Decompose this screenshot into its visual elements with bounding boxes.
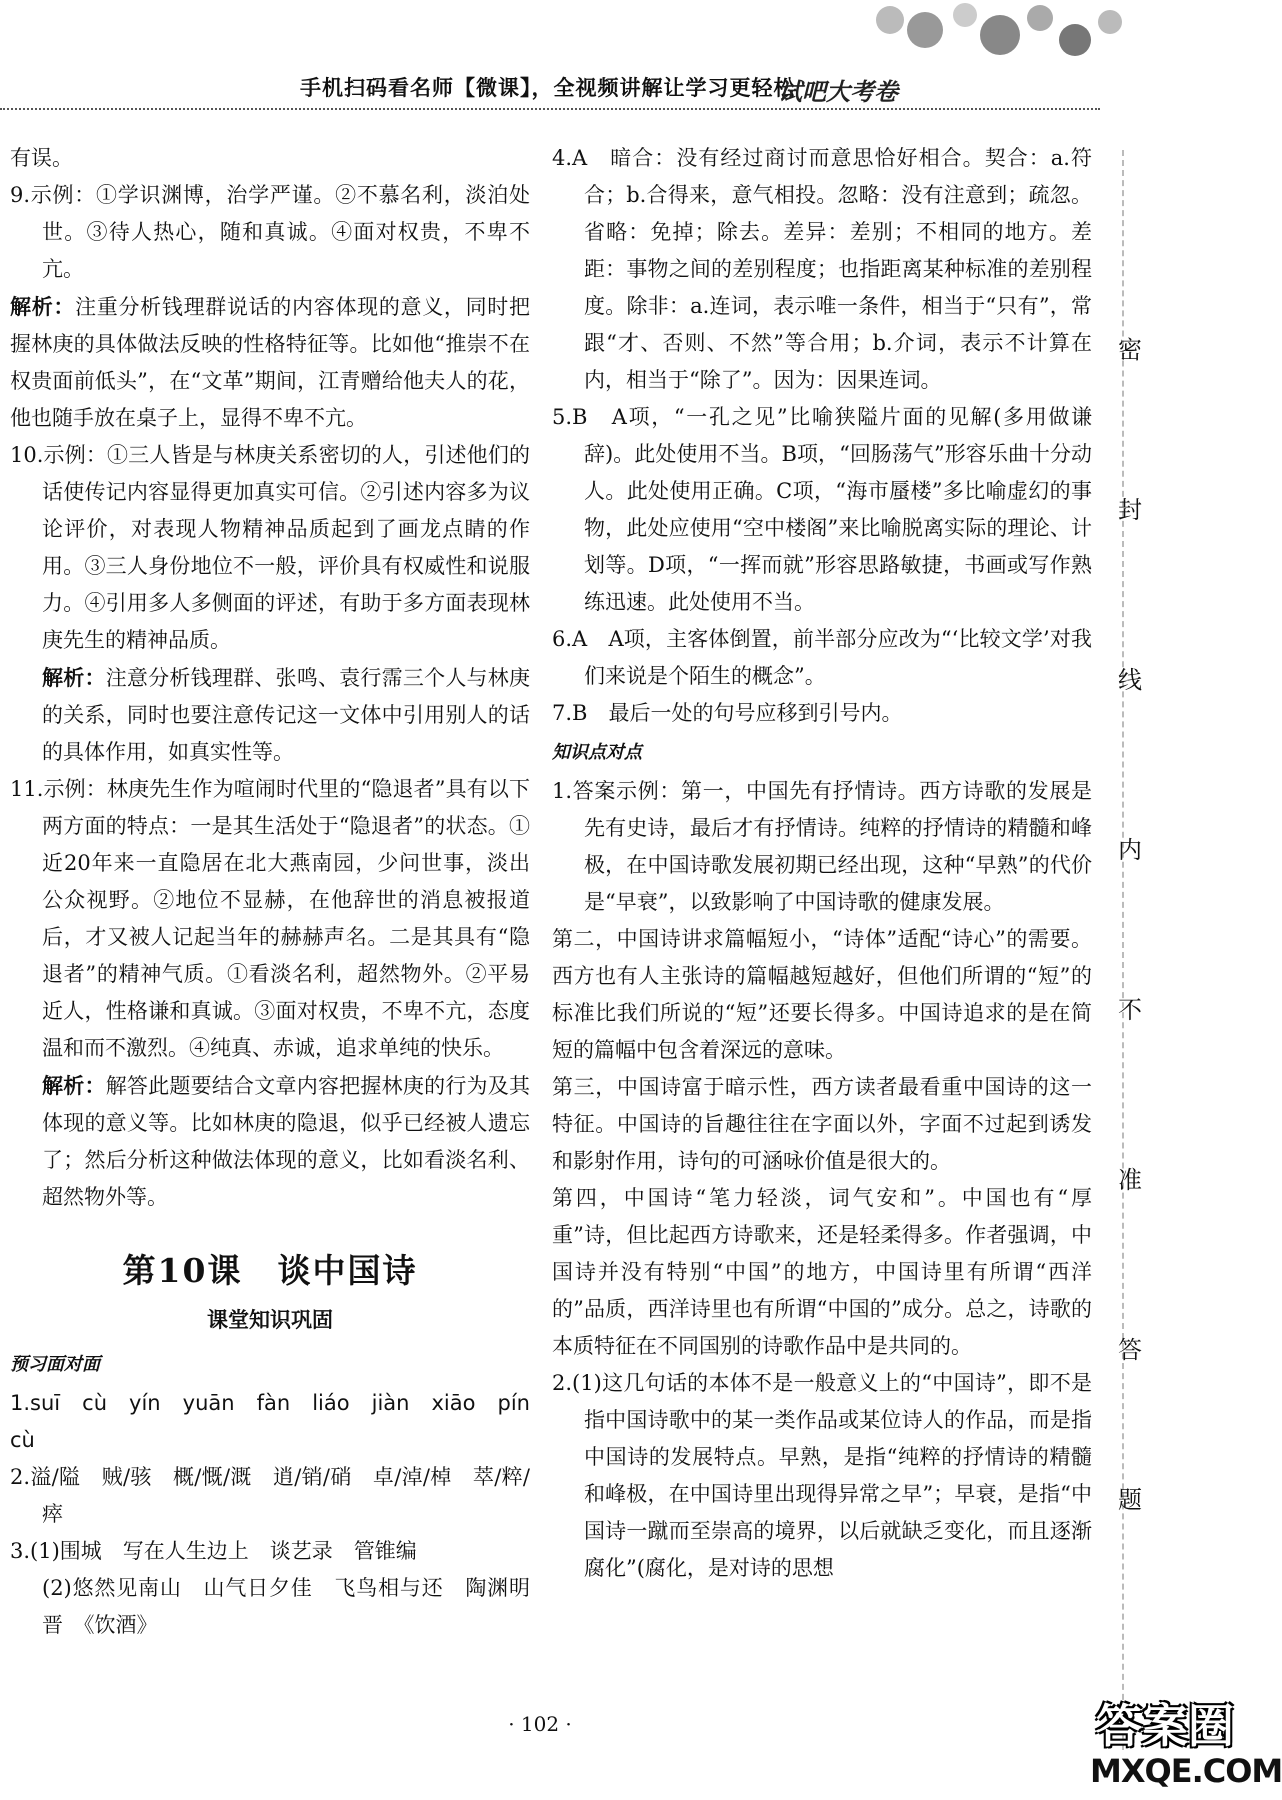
brand-name: 试吧大考卷 <box>778 78 898 106</box>
analysis-11 <box>10 1067 530 1216</box>
seal-char: 不 <box>1118 996 1142 1024</box>
watermark-bottom: MXQE.COM <box>1090 1752 1282 1790</box>
section-label: 预习面对面 <box>10 1354 100 1375</box>
header-banner: 手机扫码看名师【微课】，全视频讲解让学习更轻松 <box>300 76 796 100</box>
left-column <box>10 140 551 1644</box>
knowledge-1: 1.答案示例：第一，中国先有抒情诗。西方诗歌的发展是先有史诗，最后才有抒情诗。纯粹的抒情诗的精髓和峰极，在中国诗歌发展初期已经出现，这种“早熟”的代价是“早衰”，以致影响了中国诗歌的健康发展。 <box>552 779 1092 914</box>
analysis-text: 注意分析钱理群、张鸣、袁行霈三个人与林庚的关系，同时也要注意传记这一文体中引用别人的话的具体作用，如真实性等。 <box>42 666 531 764</box>
knowledge-2: 2.(1)这几句话的本体不是一般意义上的“中国诗”，即不是指中国诗歌中的某一类作品或某位诗人的作品，而是指中国诗的发展特点。早熟，是指“纯粹的抒情诗的精髓和峰极，在中国诗里出现得异常之早”；早衰，是指“中国诗一蹴而至崇高的境界，以后就缺乏变化，而且逐渐腐化”(腐化，是对诗的思想 <box>552 1371 1092 1580</box>
section-label: 知识点对点 <box>552 742 642 763</box>
analysis-label: 解析： <box>42 1073 106 1098</box>
answer-10: 10.示例：①三人皆是与林庚关系密切的人，引述他们的话使传记内容显得更加真实可信。②引述内容多为议论评价，对表现人物精神品质起到了画龙点睛的作用。③三人身份地位不一般，评价具有权威性和说服力。④引用多人多侧面的评述，有助于多方面表现林庚先生的精神品质。 <box>10 443 530 652</box>
text-line: 有误。 <box>10 146 73 170</box>
answer-11: 11.示例：林庚先生作为喧闹时代里的“隐退者”具有以下两方面的特点：一是其生活处于“隐退者”的状态。①近20年来一直隐居在北大燕南园，少问世事，淡出公众视野。②地位不显赫，在他辞世的消息被报道后，才又被人记起当年的赫赫声名。二是其具有“隐退者”的精神气质。①看淡名利，超然物外。②平易近人，性格谦和真诚。③面对权贵，不卑不亢，态度温和而不激烈。④纯真、赤诚，追求单纯的快乐。 <box>10 777 530 1060</box>
lesson-title: 第10课 谈中国诗 <box>122 1251 418 1290</box>
answer-3-2: (2)悠然见南山 山气日夕佳 飞鸟相与还 陶渊明 晋 《饮酒》 <box>42 1576 551 1637</box>
analysis-label: 解析： <box>42 665 106 690</box>
watermark-logo <box>1090 1690 1282 1800</box>
answer-3-1: 3.(1)围城 写在人生边上 谈艺录 管锥编 <box>10 1539 417 1563</box>
seal-char: 内 <box>1118 836 1142 864</box>
analysis-label: 解析： <box>10 294 76 319</box>
seal-char: 封 <box>1118 496 1142 524</box>
seal-char: 准 <box>1118 1166 1142 1194</box>
seal-line-labels <box>1110 330 1150 1514</box>
answer-4: 4.A 暗合：没有经过商讨而意思恰好相合。契合：a.符合；b.合得来，意气相投。忽略：没有注意到；疏忽。省略：免掉；除去。差异：差别；不相同的地方。差距：事物之间的差别程度；也指距离某种标准的差别程度。除非：a.连词，表示唯一条件，相当于“只有”，常跟“才、否则、不然”等合用；b.介词，表示不计算在内，相当于“除了”。因为：因果连词。 <box>552 146 1092 392</box>
answer-6: 6.A A项，主客体倒置，前半部分应改为“‘比较文学’对我们来说是个陌生的概念”。 <box>552 627 1092 688</box>
analysis-text: 解答此题要结合文章内容把握林庚的行为及其体现的意义等。比如林庚的隐退，似乎已经被人遗忘了；然后分析这种做法体现的意义，比如看淡名利、超然物外等。 <box>42 1074 531 1209</box>
right-column <box>552 140 1092 1587</box>
decorative-dots-icon <box>870 0 1130 70</box>
brand-logo <box>778 66 1078 106</box>
knowledge-paragraph: 第二，中国诗讲求篇幅短小，“诗体”适配“诗心”的需要。西方也有人主张诗的篇幅越短越好，但他们所谓的“短”的标准比我们所说的“短”还要长得多。中国诗追求的是在简短的篇幅中包含着深远的意味。 <box>552 927 1092 1062</box>
analysis-text: 注重分析钱理群说话的内容体现的意义，同时把握林庚的具体做法反映的性格特征等。比如他“推崇不在权贵面前低头”，在“文革”期间，江青赠给他夫人的花，他也随手放在桌子上，显得不卑不亢。 <box>10 295 531 430</box>
knowledge-paragraph: 第三，中国诗富于暗示性，西方读者最看重中国诗的这一特征。中国诗的旨趣往往在字面以外，字面不过起到诱发和影射作用，诗句的可涵咏价值是很大的。 <box>552 1075 1092 1173</box>
section-subtitle: 课堂知识巩固 <box>207 1307 333 1332</box>
answer-9: 9.示例：①学识渊博，治学严谨。②不慕名利，淡泊处世。③待人热心，随和真诚。④面对权贵，不卑不亢。 <box>10 183 530 281</box>
analysis-10 <box>10 659 530 771</box>
answer-7: 7.B 最后一处的句号应移到引号内。 <box>552 701 903 725</box>
seal-char: 题 <box>1118 1486 1142 1514</box>
page-header <box>0 0 1259 120</box>
analysis-9 <box>10 288 530 437</box>
pinyin-answers: 1.suī cù yín yuān fàn liáo jiàn xiāo pín cù <box>10 1391 551 1452</box>
seal-char: 密 <box>1118 336 1142 364</box>
answer-5: 5.B A项，“一孔之见”比喻狭隘片面的见解(多用做谦辞)。此处使用不当。B项，“回肠荡气”形容乐曲十分动人。此处使用正确。C项，“海市蜃楼”多比喻虚幻的事物，此处应使用“空中楼阁”来比喻脱离实际的理论、计划等。D项，“一挥而就”形容思路敏捷，书画或写作熟练迅速。此处使用不当。 <box>552 405 1092 614</box>
page-number: · 102 · <box>508 1712 572 1736</box>
seal-char: 答 <box>1118 1336 1142 1364</box>
knowledge-paragraph: 第四，中国诗“笔力轻淡，词气安和”。中国也有“厚重”诗，但比起西方诗歌来，还是轻柔得多。作者强调，中国诗并没有特别“中国”的地方，中国诗里有所谓“西洋的”品质，西洋诗里也有所谓“中国的”成分。总之，诗歌的本质特征在不同国别的诗歌作品中是共同的。 <box>552 1186 1092 1358</box>
header-divider <box>0 108 1100 110</box>
watermark-top: 答案圈 <box>1096 1699 1234 1753</box>
seal-char: 线 <box>1118 666 1142 694</box>
answer-2: 2.溢/隘 贼/骇 概/慨/溉 逍/销/硝 卓/淖/棹 萃/粹/瘁 <box>10 1465 530 1526</box>
